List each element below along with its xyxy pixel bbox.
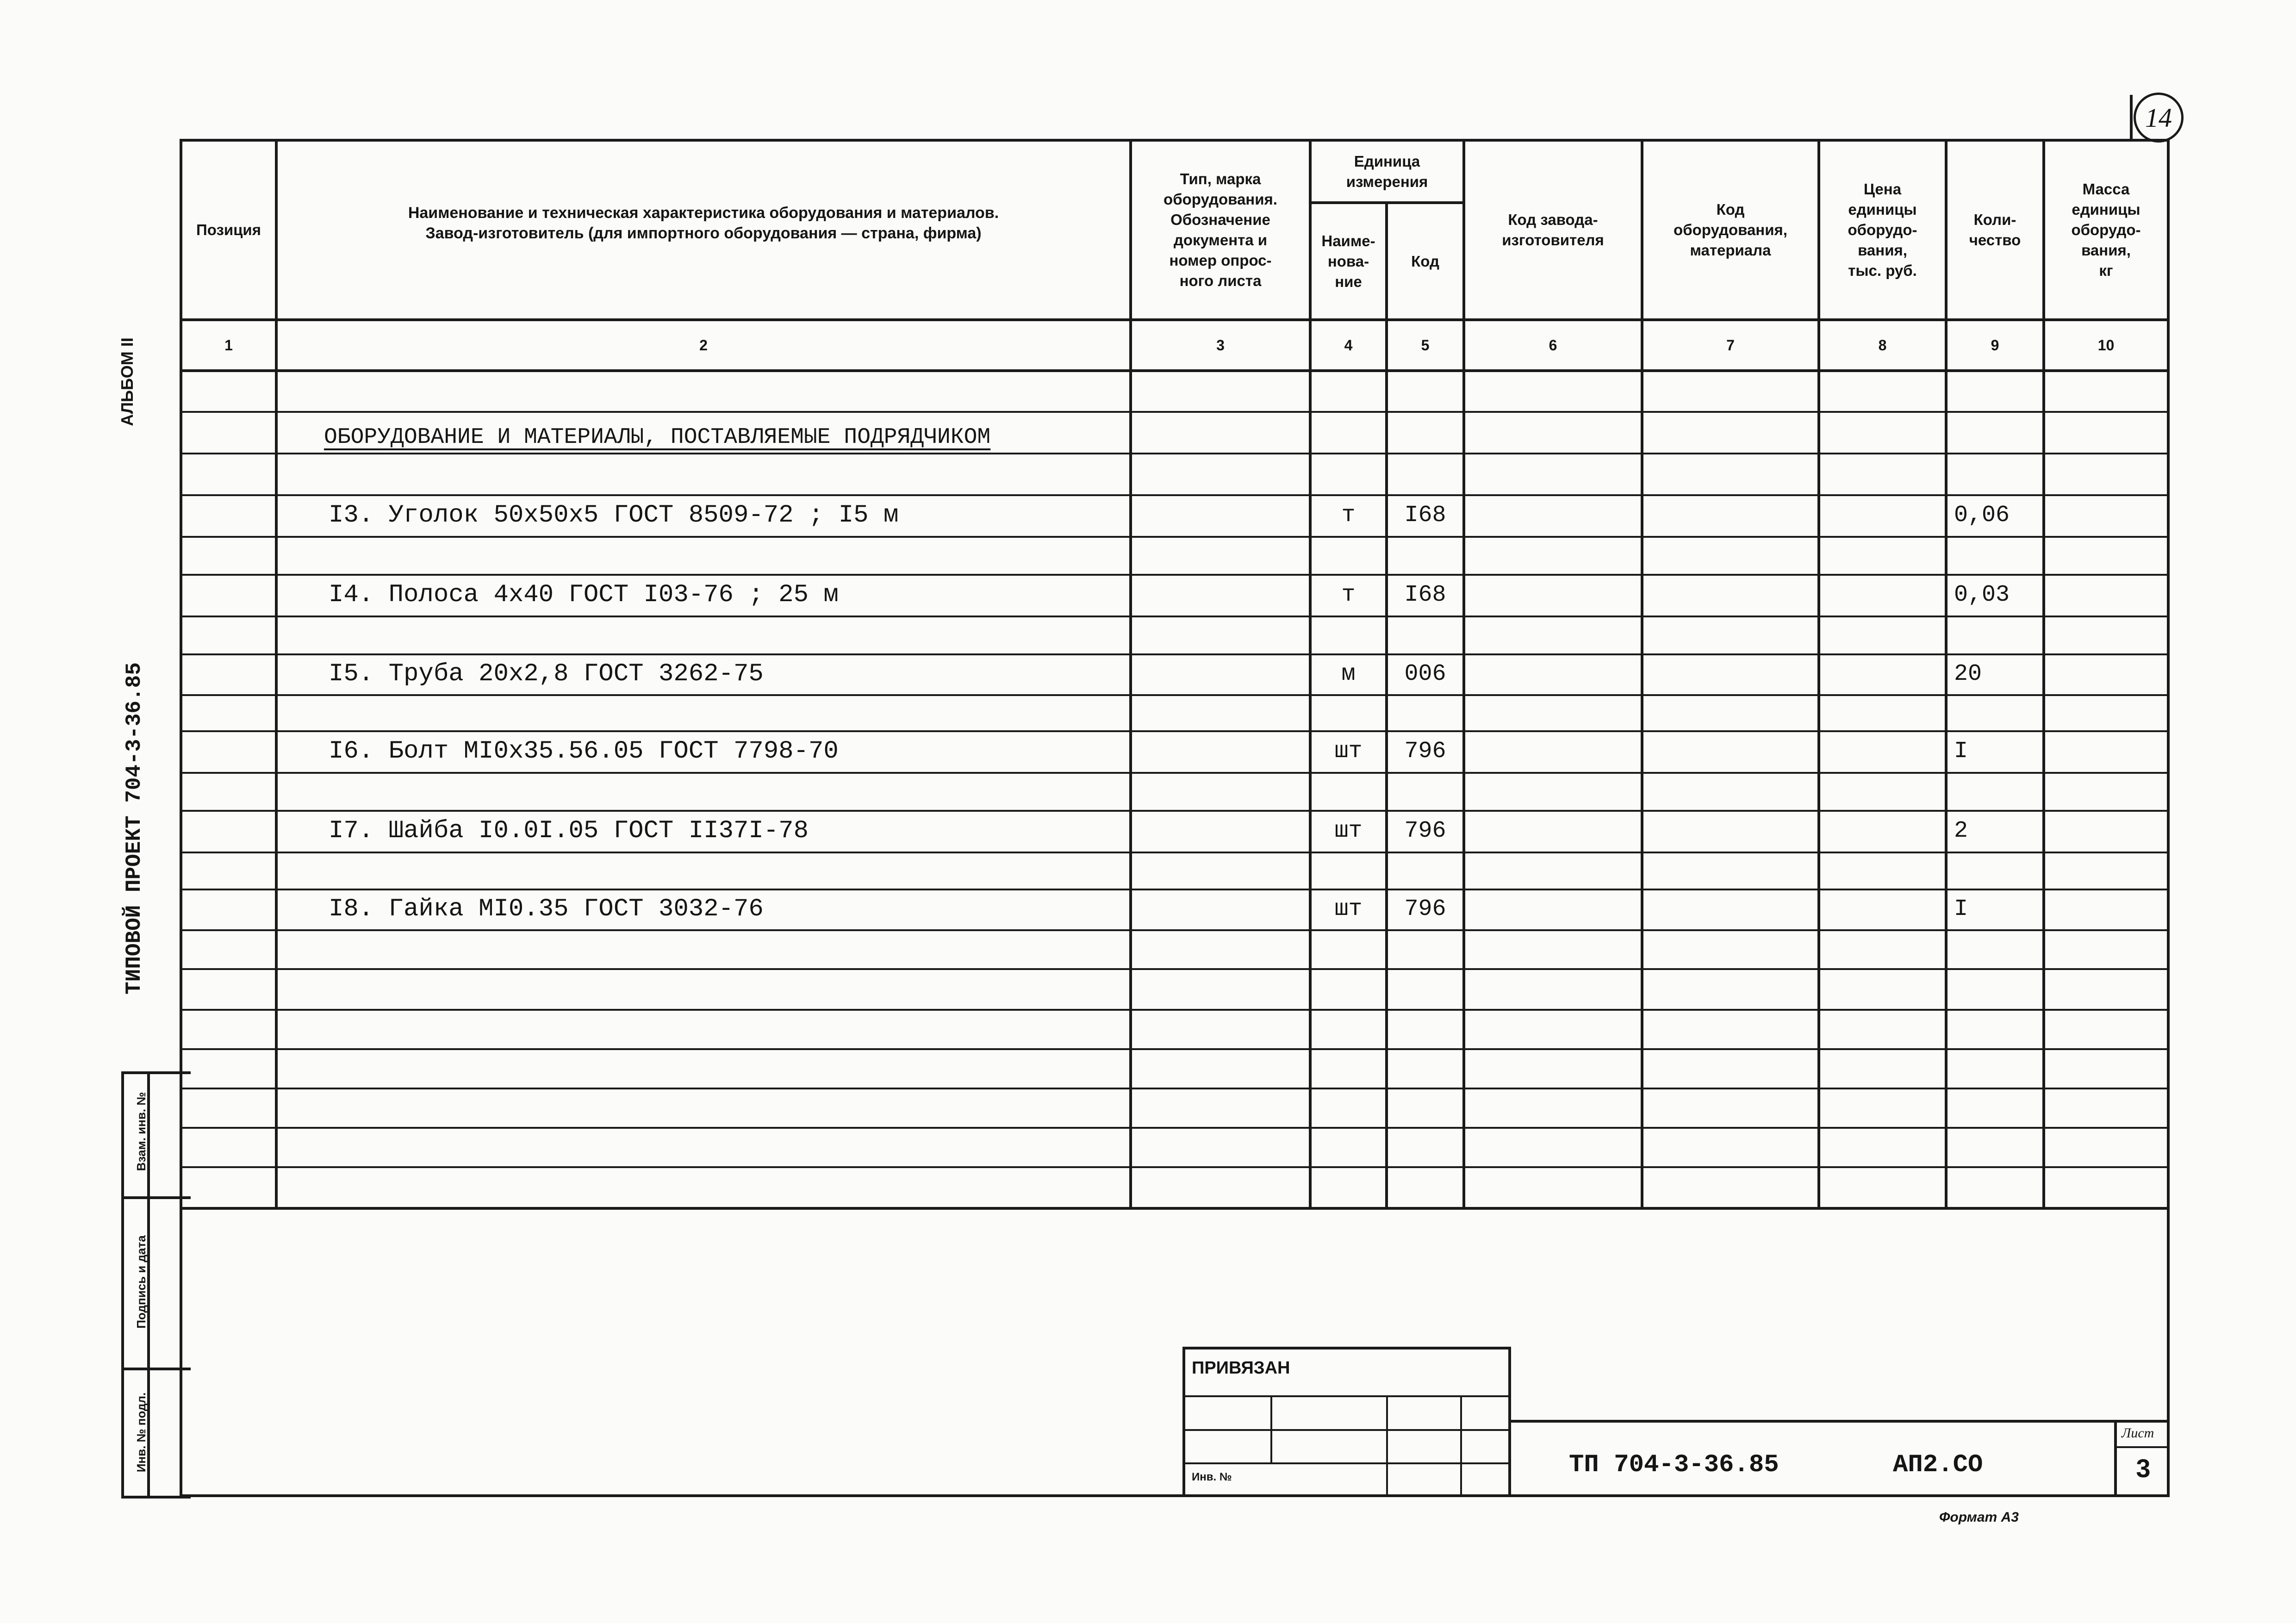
row-line — [180, 616, 2170, 617]
item-unit: шт — [1334, 738, 1363, 765]
column-number: 7 — [1726, 336, 1735, 354]
item-quantity: 0,06 — [1954, 502, 2010, 529]
item-unit: шт — [1334, 817, 1363, 844]
item-unit: шт — [1334, 895, 1363, 922]
stamp-label-replace: Взам. инв. № — [134, 1092, 148, 1171]
title-block-top — [1510, 1420, 2170, 1423]
sheet-label: Лист — [2122, 1425, 2154, 1441]
stamp-label-signature: Подпись и дата — [134, 1235, 148, 1329]
bound-divider — [1460, 1395, 1462, 1497]
column-number: 6 — [1549, 336, 1557, 354]
row-line — [180, 968, 2170, 970]
row-line — [180, 694, 2170, 696]
album-label: АЛЬБОМ II — [118, 337, 137, 426]
row-line — [180, 1009, 2170, 1011]
header-type: Тип, марка оборудования. Обозначение документа и номер опрос- ного листа — [1164, 170, 1277, 289]
header-unit-code: Код — [1411, 252, 1439, 270]
item-quantity: 0,03 — [1954, 581, 2010, 608]
row-line — [180, 536, 2170, 538]
column-number: 10 — [2097, 336, 2115, 354]
column-number: 8 — [1878, 336, 1887, 354]
item-quantity: 20 — [1954, 660, 1982, 687]
column-number: 2 — [699, 336, 708, 354]
header-manufacturer-code: Код завода- изготовителя — [1502, 211, 1604, 249]
row-line — [180, 1048, 2170, 1050]
row-line — [180, 453, 2170, 454]
row-line — [180, 852, 2170, 853]
item-quantity: 2 — [1954, 817, 1968, 844]
item-row-text: I6. Болт МI0х35.56.05 ГОСТ 7798-70 — [329, 737, 839, 765]
corner-tick — [2130, 95, 2133, 139]
header-position: Позиция — [196, 221, 261, 238]
row-line — [180, 411, 2170, 413]
row-line — [180, 1127, 2170, 1129]
header-mass: Масса единицы оборудо- вания, кг — [2071, 180, 2141, 279]
project-label: ТИПОВОЙ ПРОЕКТ 704-3-36.85 — [122, 662, 146, 995]
format-label: Формат А3 — [1939, 1510, 2019, 1525]
doc-code: ТП 704-3-36.85 — [1569, 1451, 1779, 1479]
item-unit: т — [1341, 581, 1356, 608]
row-line — [180, 929, 2170, 931]
item-unit-code: 796 — [1404, 738, 1446, 765]
stamp-label-inventory: Инв. № подл. — [134, 1392, 148, 1473]
item-unit-code: 006 — [1404, 660, 1446, 687]
item-quantity: I — [1954, 738, 1968, 765]
row-line — [180, 772, 2170, 774]
stamp-left-line — [121, 1071, 124, 1497]
row-line — [180, 1166, 2170, 1168]
header-unit-group: Единица измерения — [1346, 152, 1428, 190]
bound-divider — [1270, 1395, 1272, 1462]
item-row-text: I4. Полоса 4х40 ГОСТ I03-76 ; 25 м — [329, 580, 839, 609]
column-number: 9 — [1991, 336, 1999, 354]
header-equipment-code: Код оборудования, материала — [1674, 201, 1787, 259]
item-row-text: I3. Уголок 50х50х5 ГОСТ 8509-72 ; I5 м — [329, 501, 899, 529]
column-number: 4 — [1344, 336, 1353, 354]
row-line — [180, 1088, 2170, 1089]
section-title: ОБОРУДОВАНИЕ И МАТЕРИАЛЫ, ПОСТАВЛЯЕМЫЕ ПОДРЯДЧИКОМ — [324, 425, 991, 450]
item-row-text: I8. Гайка МI0.35 ГОСТ 3032-76 — [329, 895, 764, 923]
item-unit: т — [1341, 502, 1356, 529]
column-number: 1 — [224, 336, 233, 354]
item-unit-code: I68 — [1404, 581, 1446, 608]
colnum-bottom-line — [180, 369, 2170, 372]
header-quantity: Коли- чество — [1969, 211, 2021, 249]
sheet-number: 3 — [2136, 1454, 2151, 1483]
sheet-number-circle — [2134, 93, 2184, 143]
column-number: 3 — [1216, 336, 1225, 354]
sheet-number-circled: 14 — [2145, 102, 2172, 133]
item-unit: м — [1341, 660, 1356, 687]
inv-label: Инв. № — [1192, 1471, 1232, 1483]
header-unit-name: Наиме- нова- ние — [1321, 232, 1375, 290]
header-name: Наименование и техническая характеристика оборудования и материалов. Завод-изготовитель (для импортного оборудования — страна, фирма) — [408, 204, 999, 242]
item-unit-code: I68 — [1404, 502, 1446, 529]
item-quantity: I — [1954, 895, 1968, 922]
item-unit-code: 796 — [1404, 817, 1446, 844]
sheet-label-line — [2114, 1446, 2170, 1448]
doc-suffix: АП2.СО — [1893, 1451, 1983, 1479]
item-unit-code: 796 — [1404, 895, 1446, 922]
bound-label: ПРИВЯЗАН — [1192, 1358, 1290, 1378]
item-row-text: I5. Труба 20х2,8 ГОСТ 3262-75 — [329, 659, 764, 688]
column-number: 5 — [1421, 336, 1430, 354]
bound-divider — [1386, 1395, 1388, 1497]
header-price: Цена единицы оборудо- вания, тыс. руб. — [1848, 180, 1917, 279]
table-bottom-line — [180, 1207, 2170, 1210]
item-row-text: I7. Шайба I0.0I.05 ГОСТ II37I-78 — [329, 816, 809, 845]
